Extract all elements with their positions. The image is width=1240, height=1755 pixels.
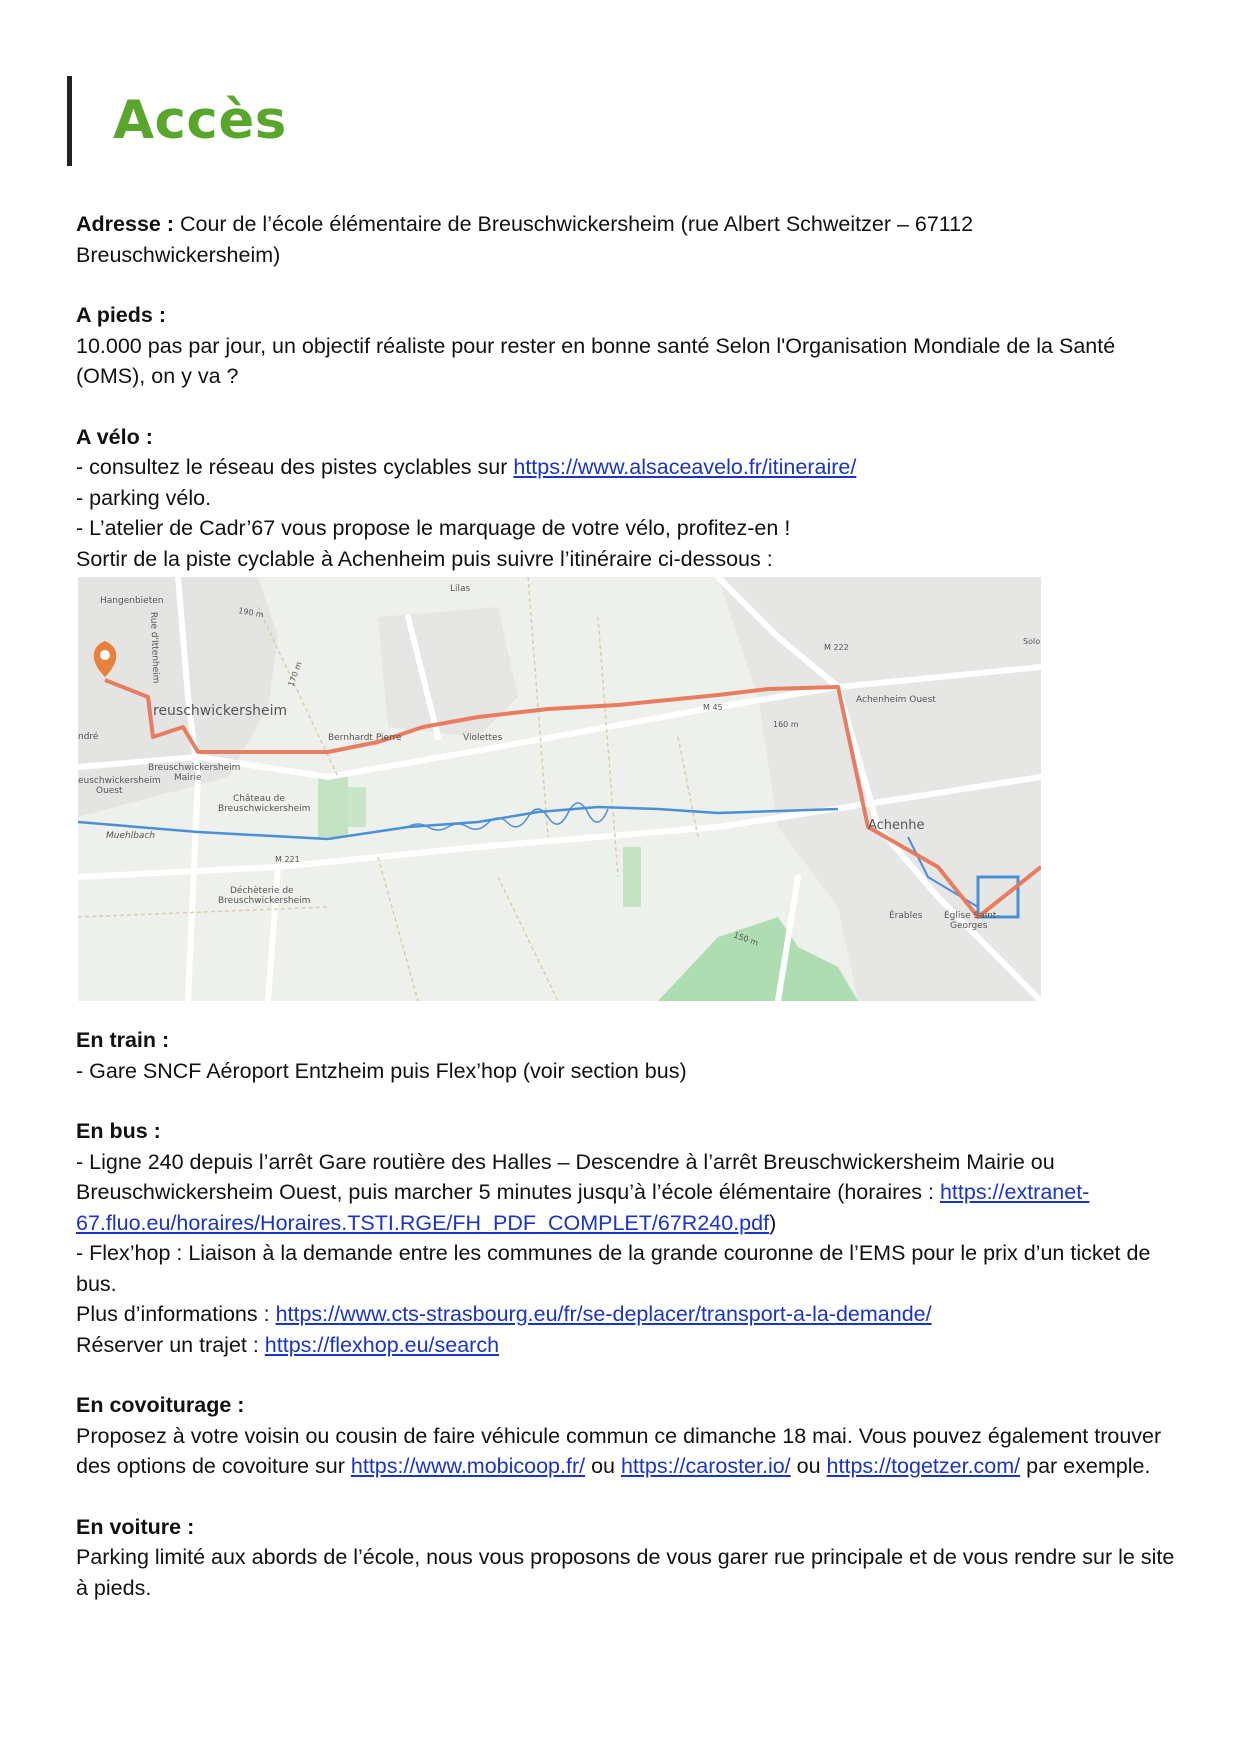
map-label-rue: Rue d'Ittenheim [148,611,161,684]
map-label-alt190: 190 m [237,606,265,620]
map-label-eglise1: Église Saint- [944,911,1000,921]
route-map-svg [78,577,1041,1001]
bus-heading: En bus : [76,1119,161,1143]
walk-text: 10.000 pas par jour, un objectif réaliste pour rester en bonne santé Selon l'Organisation Mondiale de la Santé (OMS), on y va ? [76,333,1116,388]
address-label: Adresse : [76,212,174,236]
walk-heading: A pieds : [76,303,166,327]
train-heading: En train : [76,1028,170,1052]
bike-line-3: - L’atelier de Cadr’67 vous propose le marquage de votre vélo, profitez-en ! [76,516,791,540]
title-accent-bar [67,76,72,166]
map-label-erables: Érables [889,911,923,921]
bus-line-2: - Flex’hop : Liaison à la demande entre les communes de la grande couronne de l’EMS pour le prix d’un ticket de bus. [76,1241,1151,1296]
map-label-alt160: 160 m [773,720,799,729]
bike-line-4: Sortir de la piste cyclable à Achenheim puis suivre l’itinéraire ci-dessous : [76,546,773,571]
document-body [76,209,1176,1603]
bus-line-1: - Ligne 240 depuis l’arrêt Gare routière des Halles – Descendre à l’arrêt Breuschwickersheim Mairie ou Breuschwickersheim Ouest, puis marcher 5 minutes jusqu’à l’école élémentaire (horaires : https://extranet-67.fluo.eu/horaires/Horaires.TSTI.RGE/FH_PDF_COMPLET/67R240.pdf) [76,1149,1090,1235]
togetzer-link[interactable]: https://togetzer.com/ [826,1454,1021,1478]
car-text: Parking limité aux abords de l’école, nous vous proposons de vous garer rue principale et de vous rendre sur le site à pieds. [76,1545,1175,1600]
bus-info: Plus d’informations : https://www.cts-strasbourg.eu/fr/se-deplacer/transport-a-la-demande/ [76,1302,932,1326]
map-label-muehlbach: Muehlbach [106,831,156,841]
map-label-solo: Solo [1023,637,1041,646]
mobicoop-link[interactable]: https://www.mobicoop.fr/ [350,1454,586,1478]
map-label-achenheim-ouest: Achenheim Ouest [856,695,936,705]
map-label-dechet2: Breuschwickersheim [218,896,311,906]
address-text: Cour de l’école élémentaire de Breuschwickersheim (rue Albert Schweitzer – 67112 Breuschwickersheim) [76,212,974,267]
flexhop-link[interactable]: https://flexhop.eu/search [264,1332,500,1357]
map-label-mairie2: Mairie [174,773,202,783]
address-paragraph [76,209,1176,270]
map-label-andre: ndré [78,732,99,742]
map-label-alt170: 170 m [286,660,304,688]
fluo-horaires-link[interactable]: https://extranet-67.fluo.eu/horaires/Horaires.TSTI.RGE/FH_PDF_COMPLET/67R240.pdf [76,1180,1090,1235]
map-label-ouest2: Ouest [96,786,123,796]
map-label-achenheim: Achenhe [868,818,925,833]
train-text: - Gare SNCF Aéroport Entzheim puis Flex’hop (voir section bus) [76,1058,687,1083]
carpool-heading: En covoiturage : [76,1393,245,1417]
page-title: Accès [113,90,287,151]
map-label-chateau2: Breuschwickersheim [218,804,311,814]
map-label-m45: M 45 [703,703,723,712]
map-label-breusch: reuschwickersheim [153,703,288,719]
bike-line-2: - parking vélo. [76,485,212,510]
route-map[interactable] [78,577,1041,1001]
bike-line-1: - consultez le réseau des pistes cyclables sur https://www.alsaceavelo.fr/itineraire/ [76,455,857,479]
bus-reserve: Réserver un trajet : https://flexhop.eu/search [76,1332,500,1357]
map-label-bernhardt: Bernhardt Pierre [328,733,402,743]
map-label-mairie1: Breuschwickersheim [148,763,241,773]
alsaceavelo-link[interactable]: https://www.alsaceavelo.fr/itineraire/ [513,455,857,479]
map-label-ouest1: euschwickersheim [78,776,161,786]
car-heading: En voiture : [76,1514,195,1539]
map-label-violettes: Violettes [463,733,503,743]
map-label-m222: M 222 [824,643,849,652]
cts-link[interactable]: https://www.cts-strasbourg.eu/fr/se-deplacer/transport-a-la-demande/ [275,1302,932,1326]
map-label-alt150: 150 m [732,930,760,948]
map-label-hangenbieten: Hangenbieten [100,596,164,606]
map-label-chateau1: Château de [233,794,285,804]
caroster-link[interactable]: https://caroster.io/ [620,1454,791,1478]
carpool-text: Proposez à votre voisin ou cousin de faire véhicule commun ce dimanche 18 mai. Vous pouvez également trouver des options de covoiture sur https://www.mobicoop.fr/ ou https://caroster.io/ ou https://togetzer.com/ par exemple. [76,1423,1162,1478]
map-label-m221: M 221 [275,855,300,864]
map-label-lilas: Lilas [450,584,471,594]
bike-heading: A vélo : [76,424,153,449]
map-label-dechet1: Déchèterie de [230,886,294,896]
map-label-eglise2: Georges [950,921,988,931]
